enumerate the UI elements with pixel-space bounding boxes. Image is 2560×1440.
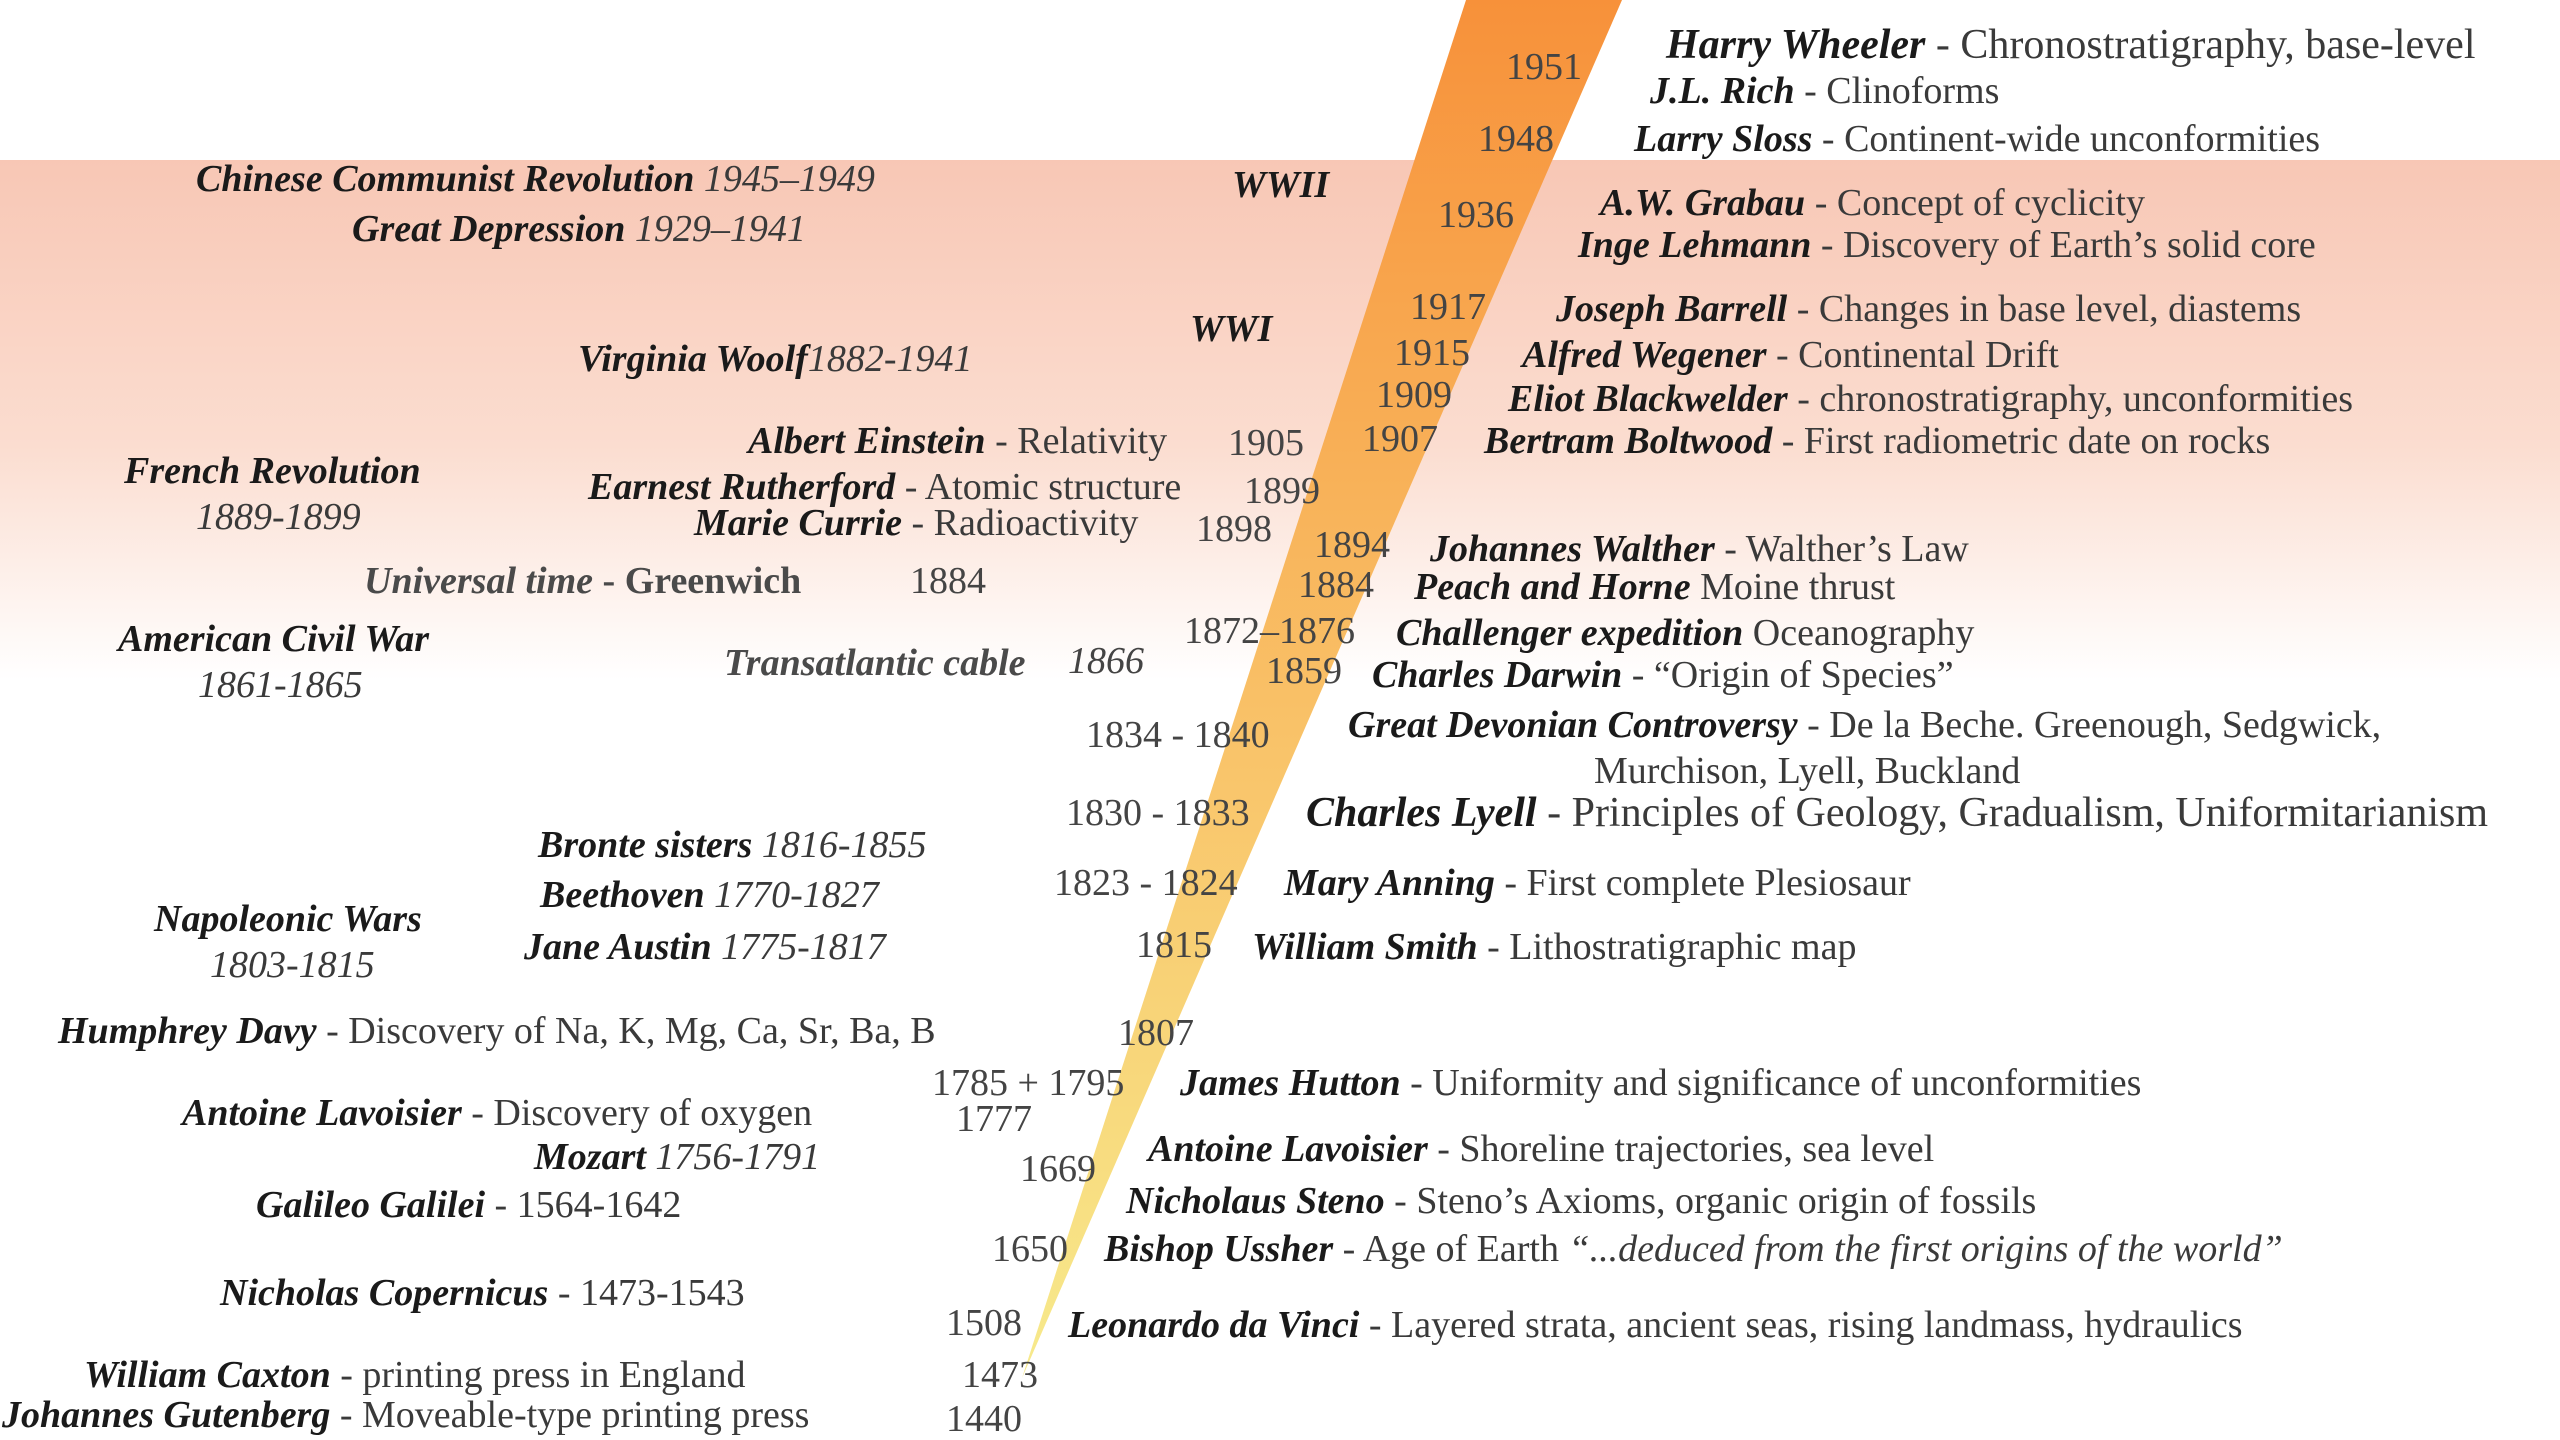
world-event-name: French Revolution	[124, 450, 421, 492]
geologist-entry	[1252, 928, 1856, 966]
event-name: Bronte sisters	[538, 824, 753, 866]
geologist-name: Inge Lehmann	[1578, 224, 1812, 266]
geologist-entry	[1396, 614, 1974, 652]
world-event	[524, 928, 886, 966]
geologist-entry	[1600, 184, 2145, 222]
scientist-name: Albert Einstein	[748, 420, 986, 462]
geologist-desc: - Uniformity and significance of unconformities	[1410, 1062, 2142, 1104]
geologist-name: Bishop Ussher	[1104, 1228, 1334, 1270]
world-event	[534, 1138, 820, 1176]
year-label: 1777	[956, 1098, 1032, 1140]
year-label: 1807	[1118, 1012, 1194, 1054]
year-label: 1823 - 1824	[1054, 862, 1238, 904]
event-name: Beethoven	[540, 874, 705, 916]
geologist-entry	[1372, 656, 1954, 694]
geologist-entry	[1348, 706, 2381, 744]
geologist-desc: - Continental Drift	[1776, 334, 2059, 376]
geologist-name: Challenger expedition	[1396, 612, 1744, 654]
event-name: Virginia Woolf	[578, 338, 808, 380]
scientist-entry	[84, 1356, 745, 1394]
geologist-name: Larry Sloss	[1634, 118, 1813, 160]
scientist-entry	[182, 1094, 812, 1132]
geologist-name: Leonardo da Vinci	[1068, 1304, 1360, 1346]
event-years: 1775-1817	[721, 926, 886, 968]
scientist-desc: - Greenwich	[602, 560, 802, 602]
geologist-name: Joseph Barrell	[1556, 288, 1788, 330]
geologist-name: William Smith	[1252, 926, 1478, 968]
scientist-desc: - Relativity	[995, 420, 1168, 462]
geologist-name: James Hutton	[1180, 1062, 1401, 1104]
geologist-name: Mary Anning	[1284, 862, 1495, 904]
geologist-desc: - Lithostratigraphic map	[1487, 926, 1857, 968]
geologist-entry	[1666, 24, 2476, 66]
world-event	[352, 210, 806, 248]
geologist-desc: - Age of Earth	[1342, 1228, 1559, 1270]
geologist-desc: - Principles of Geology, Gradualism, Uniformitarianism	[1547, 790, 2489, 836]
scientist-entry	[588, 468, 1181, 506]
scientist-entry	[58, 1012, 936, 1050]
geologist-entry	[1578, 226, 2316, 264]
year-label: 1859	[1266, 650, 1342, 692]
geologist-desc: - chronostratigraphy, unconformities	[1797, 378, 2353, 420]
scientist-desc: - 1564-1642	[494, 1184, 682, 1226]
world-event	[196, 160, 875, 198]
geologist-desc: Moine thrust	[1700, 566, 1896, 608]
scientist-desc: - Moveable-type printing press	[339, 1394, 810, 1436]
event-years: 1929–1941	[634, 208, 806, 250]
scientist-year: 1905	[1228, 422, 1304, 464]
world-event-name: American Civil War	[118, 618, 430, 660]
geologist-desc: - Shoreline trajectories, sea level	[1437, 1128, 1935, 1170]
scientist-year: 1898	[1196, 508, 1272, 550]
geologist-desc: - De la Beche. Greenough, Sedgwick,	[1807, 704, 2382, 746]
world-event-years: 1803-1815	[210, 944, 375, 986]
scientist-name: Universal time	[364, 560, 594, 602]
event-years: 1945–1949	[703, 158, 875, 200]
geologist-entry	[1556, 290, 2301, 328]
year-label: 1830 - 1833	[1066, 792, 1250, 834]
scientist-name: Earnest Rutherford	[588, 466, 896, 508]
geologist-name: Peach and Horne	[1414, 566, 1691, 608]
scientist-entry	[2, 1396, 809, 1434]
geologist-desc: - Layered strata, ancient seas, rising landmass, hydraulics	[1368, 1304, 2243, 1346]
event-name: Mozart	[534, 1136, 646, 1178]
scientist-entry	[364, 562, 801, 600]
geologist-name: J.L. Rich	[1650, 70, 1795, 112]
scientist-name: Transatlantic cable	[724, 642, 1026, 684]
scientist-name: Johannes Gutenberg	[2, 1394, 331, 1436]
year-label: 1508	[946, 1302, 1022, 1344]
event-name: Jane Austin	[524, 926, 712, 968]
geologist-name: Charles Lyell	[1306, 790, 1537, 836]
geologist-desc: - Continent-wide unconformities	[1821, 118, 2321, 160]
event-years: 1756-1791	[655, 1136, 821, 1178]
scientist-entry	[220, 1274, 745, 1312]
event-years: 1816-1855	[761, 824, 927, 866]
geologist-entry	[1306, 792, 2488, 834]
war-label-wwii: WWII	[1232, 164, 1330, 206]
geologist-entry	[1126, 1182, 2036, 1220]
geologist-desc: - “Origin of Species”	[1631, 654, 1954, 696]
geologist-entry	[1148, 1130, 1934, 1168]
year-label: 1951	[1506, 46, 1582, 88]
geologist-name: Eliot Blackwelder	[1508, 378, 1788, 420]
geologist-desc: - Changes in base level, diastems	[1796, 288, 2302, 330]
year-label: 1909	[1376, 374, 1452, 416]
world-event	[538, 826, 926, 864]
world-event	[540, 876, 879, 914]
geologist-desc: - Walther’s Law	[1724, 528, 1969, 570]
scientist-year: 1899	[1244, 470, 1320, 512]
scientist-desc: - Discovery of Na, K, Mg, Ca, Sr, Ba, B	[326, 1010, 936, 1052]
geologist-name: Alfred Wegener	[1522, 334, 1767, 376]
year-label: 1440	[946, 1398, 1022, 1440]
geologist-name: Harry Wheeler	[1666, 22, 1926, 68]
ussher-quote: “...deduced from the first origins of the world”	[1568, 1228, 2283, 1270]
geologist-entry	[1414, 568, 1895, 606]
year-label: 1473	[962, 1354, 1038, 1396]
geologist-name: Charles Darwin	[1372, 654, 1623, 696]
scientist-name: Nicholas Copernicus	[220, 1272, 549, 1314]
geologist-entry	[1068, 1306, 2243, 1344]
geologist-entry	[1104, 1230, 2283, 1268]
geologist-entry	[1634, 120, 2320, 158]
event-years: 1882-1941	[807, 338, 973, 380]
geologist-desc: - Discovery of Earth’s solid core	[1820, 224, 2316, 266]
geologist-entry	[1508, 380, 2353, 418]
world-event-name: Napoleonic Wars	[154, 898, 422, 940]
geologist-entry	[1180, 1064, 2141, 1102]
geologist-name: Bertram Boltwood	[1484, 420, 1773, 462]
geologist-desc: - Clinoforms	[1804, 70, 2000, 112]
scientist-name: Humphrey Davy	[58, 1010, 317, 1052]
scientist-entry	[694, 504, 1138, 542]
year-label: 1884	[1298, 564, 1374, 606]
scientist-year: 1884	[910, 560, 986, 602]
geologist-entry	[1284, 864, 1911, 902]
scientist-desc: - Discovery of oxygen	[471, 1092, 813, 1134]
war-label-wwi: WWI	[1190, 308, 1273, 350]
scientist-desc: - 1473-1543	[557, 1272, 745, 1314]
year-label: 1907	[1362, 418, 1438, 460]
world-event	[578, 340, 973, 378]
year-label: 1948	[1478, 118, 1554, 160]
scientist-name: Galileo Galilei	[256, 1184, 486, 1226]
scientist-desc: - Atomic structure	[904, 466, 1182, 508]
scientist-entry	[256, 1186, 681, 1224]
year-label: 1917	[1410, 286, 1486, 328]
geologist-name: A.W. Grabau	[1600, 182, 1806, 224]
geologist-name: Antoine Lavoisier	[1148, 1128, 1428, 1170]
geologist-name: Nicholaus Steno	[1126, 1180, 1385, 1222]
geologist-desc: - Chronostratigraphy, base-level	[1935, 22, 2476, 68]
geologist-desc: - First complete Plesiosaur	[1504, 862, 1911, 904]
geologist-entry	[1522, 336, 2059, 374]
year-label: 1915	[1394, 332, 1470, 374]
scientist-name: Marie Currie	[694, 502, 902, 544]
scientist-desc: - printing press in England	[340, 1354, 746, 1396]
geologist-entry	[1484, 422, 2270, 460]
geologist-desc: - Steno’s Axioms, organic origin of fossils	[1394, 1180, 2037, 1222]
geologist-entry	[1650, 72, 1999, 110]
scientist-name: William Caxton	[84, 1354, 331, 1396]
world-event-years: 1861-1865	[198, 664, 363, 706]
year-label: 1785 + 1795	[932, 1062, 1125, 1104]
geologist-desc: - First radiometric date on rocks	[1781, 420, 2271, 462]
scientist-desc: - Radioactivity	[911, 502, 1139, 544]
geologist-name: Great Devonian Controversy	[1348, 704, 1798, 746]
year-label: 1815	[1136, 924, 1212, 966]
event-years: 1770-1827	[714, 874, 879, 916]
geologist-entry	[1430, 530, 1969, 568]
scientist-year: 1866	[1068, 640, 1144, 682]
event-name: Great Depression	[352, 208, 626, 250]
year-label: 1669	[1020, 1148, 1096, 1190]
year-label: 1936	[1438, 194, 1514, 236]
year-label: 1894	[1314, 524, 1390, 566]
geologist-desc: - Concept of cyclicity	[1814, 182, 2145, 224]
geologist-name: Johannes Walther	[1430, 528, 1715, 570]
year-label: 1834 - 1840	[1086, 714, 1270, 756]
world-event-years: 1889-1899	[196, 496, 361, 538]
geologist-desc: Oceanography	[1752, 612, 1975, 654]
year-label: 1650	[992, 1228, 1068, 1270]
geologist-entry-continuation: Murchison, Lyell, Buckland	[1594, 750, 2021, 792]
year-label: 1872–1876	[1184, 610, 1355, 652]
event-name: Chinese Communist Revolution	[196, 158, 695, 200]
scientist-name: Antoine Lavoisier	[182, 1092, 462, 1134]
scientist-entry	[748, 422, 1167, 460]
